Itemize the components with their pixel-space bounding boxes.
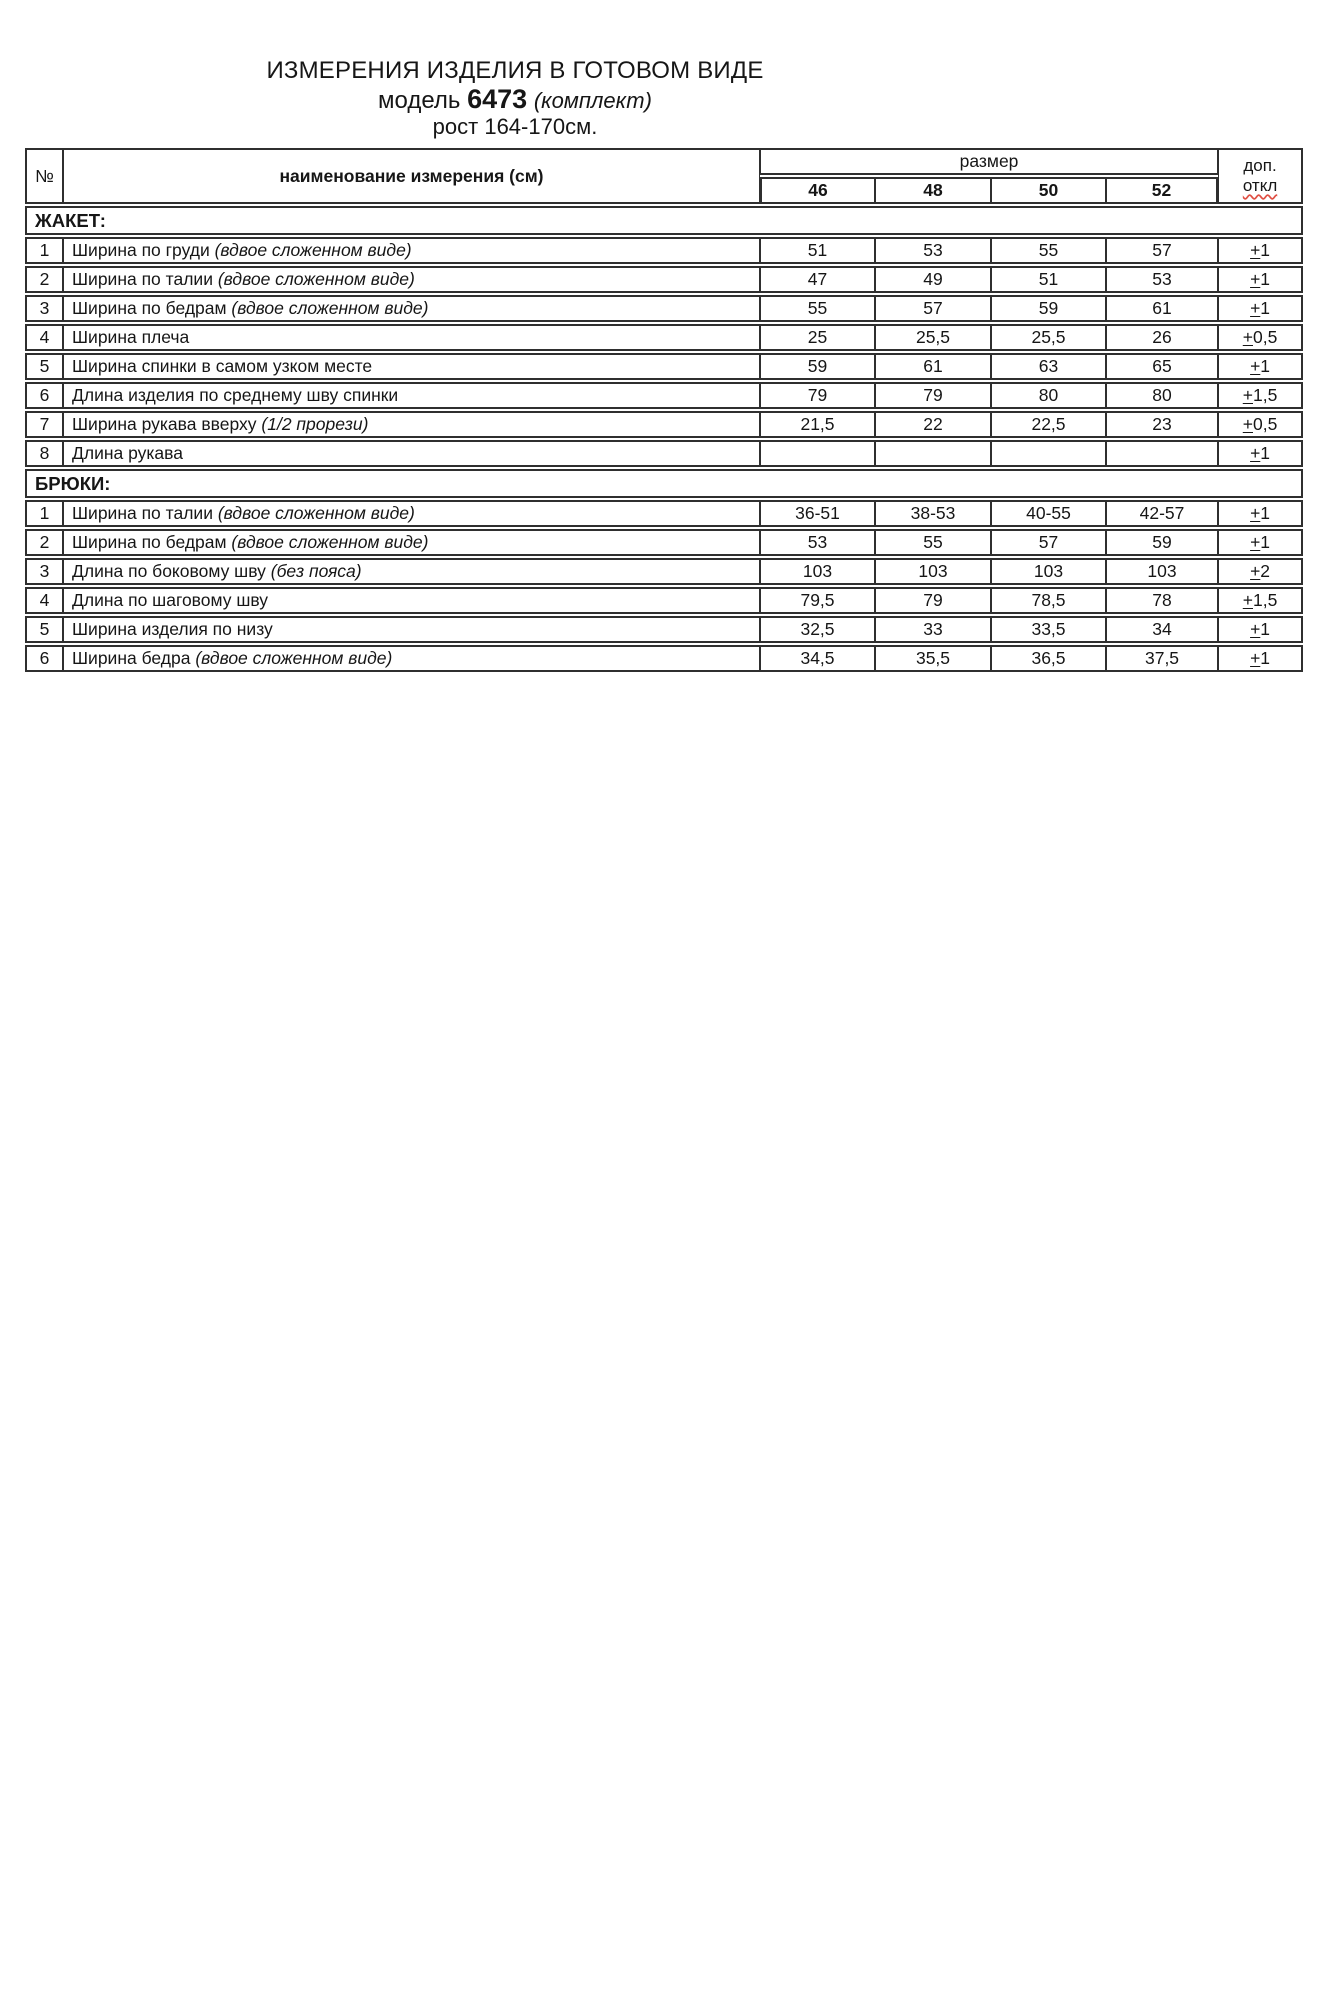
size-value: 59: [760, 353, 875, 380]
measurement-label: Длина изделия по среднему шву спинки: [72, 385, 399, 405]
size-value: 57: [875, 295, 991, 322]
size-value: 34,5: [760, 645, 875, 672]
plus-minus-sign: +: [1250, 503, 1261, 523]
plus-minus-sign: +: [1250, 356, 1261, 376]
measurement-name: [63, 616, 760, 643]
measurement-label: Ширина бедра: [72, 648, 191, 668]
model-line: [0, 86, 1030, 114]
measurements-table: [25, 146, 1303, 674]
plus-minus-sign: +: [1242, 385, 1253, 405]
measurement-name: [63, 529, 760, 556]
col-header-measurement-name: наименование измерения (см): [63, 148, 760, 204]
row-number: 3: [25, 295, 63, 322]
table-row: [25, 382, 1303, 409]
tolerance-value: +1: [1218, 266, 1303, 293]
size-value: 49: [875, 266, 991, 293]
tolerance-value: +0,5: [1218, 324, 1303, 351]
table-row: [25, 500, 1303, 527]
col-header-number: №: [25, 148, 63, 204]
measurement-note: (вдвое сложенном виде): [217, 503, 415, 523]
plus-minus-sign: +: [1242, 327, 1253, 347]
plus-minus-sign: +: [1242, 590, 1253, 610]
measurement-note: (вдвое сложенном виде): [195, 648, 393, 668]
table-body: [25, 206, 1303, 672]
measurement-label: Ширина спинки в самом узком месте: [72, 356, 373, 376]
size-value: 25,5: [991, 324, 1106, 351]
size-value: 47: [760, 266, 875, 293]
row-number: 2: [25, 529, 63, 556]
tolerance-value: +1: [1218, 440, 1303, 467]
plus-minus-sign: +: [1250, 561, 1261, 581]
row-number: 2: [25, 266, 63, 293]
size-value: 33: [875, 616, 991, 643]
tolerance-value: +1: [1218, 529, 1303, 556]
size-value: 103: [991, 558, 1106, 585]
measurement-name: [63, 587, 760, 614]
measurement-note: (вдвое сложенном виде): [231, 532, 429, 552]
row-number: 8: [25, 440, 63, 467]
measurement-label: Ширина по талии: [72, 269, 213, 289]
tolerance-value: +1: [1218, 237, 1303, 264]
size-value: 23: [1106, 411, 1218, 438]
measurement-name: [63, 382, 760, 409]
row-number: 3: [25, 558, 63, 585]
size-value: 57: [1106, 237, 1218, 264]
measurement-note: (1/2 прорези): [261, 414, 369, 434]
measurement-label: Ширина по талии: [72, 503, 213, 523]
section-header: БРЮКИ:: [25, 469, 1303, 498]
size-value: 103: [760, 558, 875, 585]
row-number: 4: [25, 324, 63, 351]
tolerance-value: +1: [1218, 616, 1303, 643]
size-value: 59: [1106, 529, 1218, 556]
table-row: [25, 353, 1303, 380]
tolerance-header-line2: откл: [1242, 176, 1278, 195]
title-block: [0, 56, 1030, 139]
row-number: 1: [25, 237, 63, 264]
size-value: 25: [760, 324, 875, 351]
measurement-name: [63, 645, 760, 672]
plus-minus-sign: +: [1250, 648, 1261, 668]
size-value: 51: [760, 237, 875, 264]
tolerance-value: +2: [1218, 558, 1303, 585]
plus-minus-sign: +: [1250, 532, 1261, 552]
plus-minus-sign: +: [1250, 443, 1261, 463]
size-value: 22: [875, 411, 991, 438]
tolerance-value: +1: [1218, 500, 1303, 527]
tolerance-value: +1: [1218, 645, 1303, 672]
measurement-name: [63, 295, 760, 322]
measurement-note: (вдвое сложенном виде): [214, 240, 412, 260]
size-value: 22,5: [991, 411, 1106, 438]
size-value: 55: [875, 529, 991, 556]
size-value: 79,5: [760, 587, 875, 614]
size-value: 21,5: [760, 411, 875, 438]
col-header-size-52: 52: [1106, 177, 1218, 204]
tolerance-value: +1,5: [1218, 587, 1303, 614]
row-number: 5: [25, 616, 63, 643]
col-header-tolerance: [1218, 148, 1303, 204]
size-value: 78,5: [991, 587, 1106, 614]
measurement-label: Ширина плеча: [72, 327, 190, 347]
measurement-label: Длина по шаговому шву: [72, 590, 269, 610]
row-number: 1: [25, 500, 63, 527]
section-row: [25, 469, 1303, 498]
size-value: 37,5: [1106, 645, 1218, 672]
row-number: 7: [25, 411, 63, 438]
model-number: 6473: [467, 84, 528, 114]
size-value: 103: [875, 558, 991, 585]
model-label: модель: [378, 87, 461, 114]
tolerance-value: +1,5: [1218, 382, 1303, 409]
height-range: рост 164-170см.: [432, 114, 598, 139]
size-value: [1106, 440, 1218, 467]
table-row: [25, 237, 1303, 264]
size-value: 59: [991, 295, 1106, 322]
measurement-label: Ширина по бедрам: [72, 298, 227, 318]
document-title: ИЗМЕРЕНИЯ ИЗДЕЛИЯ В ГОТОВОМ ВИДЕ: [266, 57, 764, 84]
measurement-note: (без пояса): [270, 561, 362, 581]
size-value: 42-57: [1106, 500, 1218, 527]
row-number: 6: [25, 645, 63, 672]
table-row: [25, 645, 1303, 672]
measurement-name: [63, 440, 760, 467]
size-value: 40-55: [991, 500, 1106, 527]
row-number: 5: [25, 353, 63, 380]
table-row: [25, 295, 1303, 322]
size-value: 80: [1106, 382, 1218, 409]
table-row: [25, 587, 1303, 614]
size-value: 63: [991, 353, 1106, 380]
size-value: 57: [991, 529, 1106, 556]
measurement-name: [63, 558, 760, 585]
table-row: [25, 324, 1303, 351]
size-value: 36,5: [991, 645, 1106, 672]
size-value: 38-53: [875, 500, 991, 527]
section-header: ЖАКЕТ:: [25, 206, 1303, 235]
size-value: [991, 440, 1106, 467]
table-row: [25, 616, 1303, 643]
size-value: 51: [991, 266, 1106, 293]
measurement-name: [63, 237, 760, 264]
measurement-label: Длина по боковому шву: [72, 561, 266, 581]
measurement-name: [63, 266, 760, 293]
table-row: [25, 529, 1303, 556]
tolerance-value: +1: [1218, 353, 1303, 380]
col-header-size-group: размер: [760, 148, 1218, 175]
size-value: 25,5: [875, 324, 991, 351]
size-value: 55: [991, 237, 1106, 264]
size-value: 103: [1106, 558, 1218, 585]
size-value: 80: [991, 382, 1106, 409]
measurement-name: [63, 500, 760, 527]
col-header-size-46: 46: [760, 177, 875, 204]
size-value: 79: [760, 382, 875, 409]
plus-minus-sign: +: [1250, 240, 1261, 260]
tolerance-header-line1: доп.: [1243, 156, 1277, 175]
size-value: 53: [760, 529, 875, 556]
table-row: [25, 266, 1303, 293]
measurement-note: (вдвое сложенном виде): [217, 269, 415, 289]
tolerance-value: +0,5: [1218, 411, 1303, 438]
row-number: 6: [25, 382, 63, 409]
size-value: 61: [875, 353, 991, 380]
measurement-name: [63, 324, 760, 351]
size-value: 53: [1106, 266, 1218, 293]
col-header-size-50: 50: [991, 177, 1106, 204]
plus-minus-sign: +: [1250, 269, 1261, 289]
size-value: 32,5: [760, 616, 875, 643]
table-row: [25, 558, 1303, 585]
section-row: [25, 206, 1303, 235]
size-value: 61: [1106, 295, 1218, 322]
size-value: 65: [1106, 353, 1218, 380]
size-value: 79: [875, 587, 991, 614]
size-value: 26: [1106, 324, 1218, 351]
measurement-label: Длина рукава: [72, 443, 183, 463]
measurement-name: [63, 411, 760, 438]
measurement-name: [63, 353, 760, 380]
measurement-label: Ширина по груди: [72, 240, 210, 260]
row-number: 4: [25, 587, 63, 614]
header-row-1: [25, 148, 1303, 175]
table-row: [25, 440, 1303, 467]
size-value: 53: [875, 237, 991, 264]
size-value: [760, 440, 875, 467]
size-value: [875, 440, 991, 467]
plus-minus-sign: +: [1242, 414, 1253, 434]
size-value: 35,5: [875, 645, 991, 672]
size-value: 78: [1106, 587, 1218, 614]
size-value: 34: [1106, 616, 1218, 643]
size-value: 36-51: [760, 500, 875, 527]
size-value: 55: [760, 295, 875, 322]
measurement-note: (вдвое сложенном виде): [231, 298, 429, 318]
measurement-label: Ширина по бедрам: [72, 532, 227, 552]
size-value: 79: [875, 382, 991, 409]
plus-minus-sign: +: [1250, 298, 1261, 318]
size-value: 33,5: [991, 616, 1106, 643]
col-header-size-48: 48: [875, 177, 991, 204]
model-kit-note: (комплект): [533, 88, 652, 113]
plus-minus-sign: +: [1250, 619, 1261, 639]
measurement-label: Ширина рукава вверху: [72, 414, 257, 434]
table-row: [25, 411, 1303, 438]
measurement-label: Ширина изделия по низу: [72, 619, 273, 639]
tolerance-value: +1: [1218, 295, 1303, 322]
